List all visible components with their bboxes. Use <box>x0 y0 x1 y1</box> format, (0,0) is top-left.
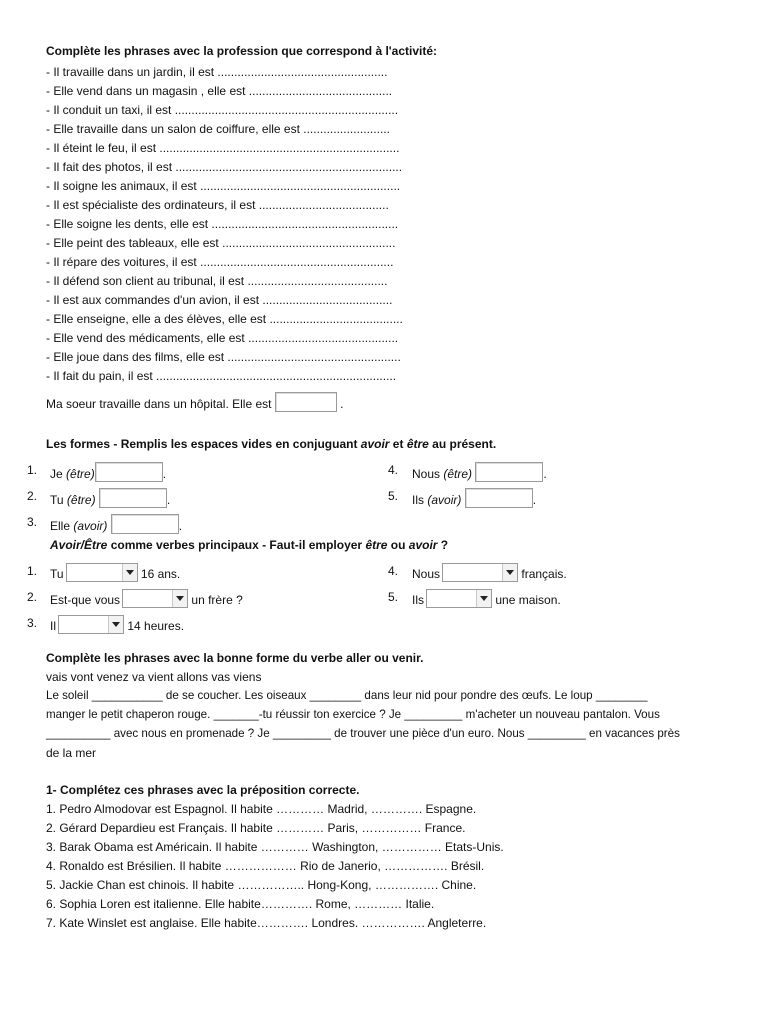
profession-item: - Il éteint le feu, il est ........................................................................ <box>46 141 400 155</box>
period: . <box>162 467 167 481</box>
verb-choice-item <box>412 589 561 608</box>
sentence-start: Nous <box>412 567 441 581</box>
verb-choice-item <box>412 563 567 582</box>
verb-dropdown[interactable] <box>58 615 124 634</box>
item-number: 3. <box>27 616 38 630</box>
conjugation-input[interactable] <box>95 462 163 482</box>
verb-dropdown[interactable] <box>426 589 492 608</box>
section3-title <box>50 537 448 553</box>
profession-item: - Il est aux commandes d'un avion, il est ....................................... <box>46 293 393 307</box>
preposition-item: 2. Gérard Depardieu est Français. Il habite ………… Paris, …………… France. <box>46 821 466 835</box>
conjugation-item <box>50 514 182 534</box>
item-number: 1. <box>27 564 38 578</box>
sentence-end: un frère ? <box>191 593 243 607</box>
sentence-end: une maison. <box>495 593 561 607</box>
section3-title-part: comme verbes principaux - Faut-il employer <box>107 538 366 552</box>
section2-title-part: au présent. <box>428 437 497 451</box>
verb-hint: (être) <box>66 493 96 507</box>
section3-title-part: ? <box>437 538 449 552</box>
example-answer-box[interactable] <box>275 392 337 412</box>
section5-title: 1- Complétez ces phrases avec la préposition correcte. <box>46 783 360 797</box>
item-number: 2. <box>27 489 38 503</box>
chevron-down-icon <box>122 564 137 581</box>
verb-hint: (être) <box>66 467 95 481</box>
profession-item: - Il fait du pain, il est ........................................................................ <box>46 369 397 383</box>
paragraph-line: manger le petit chaperon rouge. _______-tu réussir ton exercice ? Je _________ m'acheter un nouveau pantalon. Vous <box>46 708 660 721</box>
conjugation-input[interactable] <box>475 462 543 482</box>
verb-hint: (avoir) <box>73 519 108 533</box>
sentence-start: Ils <box>412 593 424 607</box>
sentence-start: Est-que vous <box>50 593 121 607</box>
item-number: 4. <box>388 463 399 477</box>
verb-choice-item <box>50 615 184 634</box>
example-sentence <box>46 392 344 412</box>
profession-item: - Il défend son client au tribunal, il est .......................................... <box>46 274 388 288</box>
verb-hint: (avoir) <box>427 493 462 507</box>
profession-item: - Elle joue dans des films, elle est .................................................... <box>46 350 401 364</box>
conjugation-input[interactable] <box>99 488 167 508</box>
profession-item: - Il fait des photos, il est .................................................................... <box>46 160 403 174</box>
profession-item: - Elle enseigne, elle a des élèves, elle est ........................................ <box>46 312 403 326</box>
section2-title <box>46 436 496 452</box>
item-number: 3. <box>27 515 38 529</box>
preposition-item: 7. Kate Winslet est anglaise. Elle habite…………. Londres. ……………. Angleterre. <box>46 916 487 930</box>
sentence-start: Tu <box>50 567 64 581</box>
profession-item: - Elle soigne les dents, elle est ........................................................ <box>46 217 399 231</box>
profession-item: - Elle vend des médicaments, elle est ............................................. <box>46 331 399 345</box>
conjugation-input[interactable] <box>111 514 179 534</box>
preposition-item: 4. Ronaldo est Brésilien. Il habite ……………… Rio de Janerio, ……………. Brésil. <box>46 859 485 873</box>
section2-title-etre: être <box>406 437 429 451</box>
profession-item: - Elle peint des tableaux, elle est .................................................... <box>46 236 396 250</box>
subject-label: Elle <box>50 519 71 533</box>
conjugation-item <box>50 462 166 482</box>
verb-dropdown[interactable] <box>122 589 188 608</box>
section3-title-avoir: avoir <box>408 538 438 552</box>
section3-title-part: ou <box>387 538 409 552</box>
chevron-down-icon <box>502 564 517 581</box>
item-number: 2. <box>27 590 38 604</box>
verb-hint: (être) <box>443 467 473 481</box>
chevron-down-icon <box>172 590 187 607</box>
paragraph-line: de la mer <box>46 746 97 760</box>
subject-label: Nous <box>412 467 441 481</box>
sentence-end: 14 heures. <box>127 619 185 633</box>
item-number: 5. <box>388 590 399 604</box>
paragraph-line: Le soleil ___________ de se coucher. Les oiseaux ________ dans leur nid pour pondre des œufs. Le loup ________ <box>46 689 648 702</box>
profession-item: - Il est spécialiste des ordinateurs, il est ....................................... <box>46 198 389 212</box>
section2-title-part: Les formes - Remplis les espaces vides en conjuguant <box>46 437 361 451</box>
preposition-item: 6. Sophia Loren est italienne. Elle habite…………. Rome, ………… Italie. <box>46 897 435 911</box>
item-number: 4. <box>388 564 399 578</box>
conjugation-item <box>412 462 547 482</box>
profession-item: - Il soigne les animaux, il est ............................................................ <box>46 179 401 193</box>
chevron-down-icon <box>108 616 123 633</box>
preposition-item: 3. Barak Obama est Américain. Il habite ………… Washington, …………… Etats-Unis. <box>46 840 504 854</box>
section3-title-part: Avoir/Être <box>50 538 108 552</box>
conjugation-item <box>50 488 170 508</box>
profession-item: - Il travaille dans un jardin, il est ................................................... <box>46 65 388 79</box>
word-bank: vais vont venez va vient allons vas viens <box>46 670 262 684</box>
example-text: Ma soeur travaille dans un hôpital. Elle est <box>46 397 272 411</box>
period: . <box>532 493 537 507</box>
verb-dropdown[interactable] <box>66 563 138 582</box>
verb-dropdown[interactable] <box>442 563 518 582</box>
period: . <box>166 493 171 507</box>
section4-title: Complète les phrases avec la bonne forme du verbe aller ou venir. <box>46 651 424 665</box>
sentence-end: français. <box>521 567 567 581</box>
verb-choice-item <box>50 563 180 582</box>
item-number: 5. <box>388 489 399 503</box>
profession-item: - Elle travaille dans un salon de coiffure, elle est .......................... <box>46 122 390 136</box>
period: . <box>178 519 183 533</box>
conjugation-input[interactable] <box>465 488 533 508</box>
subject-label: Je <box>50 467 63 481</box>
profession-item: - Il conduit un taxi, il est ................................................................... <box>46 103 399 117</box>
preposition-item: 5. Jackie Chan est chinois. Il habite …………….. Hong-Kong, ……………. Chine. <box>46 878 477 892</box>
conjugation-item <box>412 488 536 508</box>
preposition-item: 1. Pedro Almodovar est Espagnol. Il habite ………… Madrid, …………. Espagne. <box>46 802 477 816</box>
paragraph-line: __________ avec nous en promenade ? Je _________ de trouver une pièce d'un euro. Nous _________ en vacances près <box>46 727 680 740</box>
subject-label: Tu <box>50 493 64 507</box>
example-end: . <box>340 397 344 411</box>
section1-title: Complète les phrases avec la profession que correspond à l'activité: <box>46 44 437 58</box>
item-number: 1. <box>27 463 38 477</box>
section2-title-part: et <box>389 437 407 451</box>
chevron-down-icon <box>476 590 491 607</box>
sentence-start: Il <box>50 619 56 633</box>
period: . <box>543 467 547 481</box>
section2-title-avoir: avoir <box>360 437 390 451</box>
section3-title-etre: être <box>365 538 388 552</box>
verb-choice-item <box>50 589 243 608</box>
profession-item: - Elle vend dans un magasin , elle est ........................................... <box>46 84 393 98</box>
profession-item: - Il répare des voitures, il est .......................................................... <box>46 255 394 269</box>
sentence-end: 16 ans. <box>140 567 181 581</box>
subject-label: Ils <box>412 493 424 507</box>
